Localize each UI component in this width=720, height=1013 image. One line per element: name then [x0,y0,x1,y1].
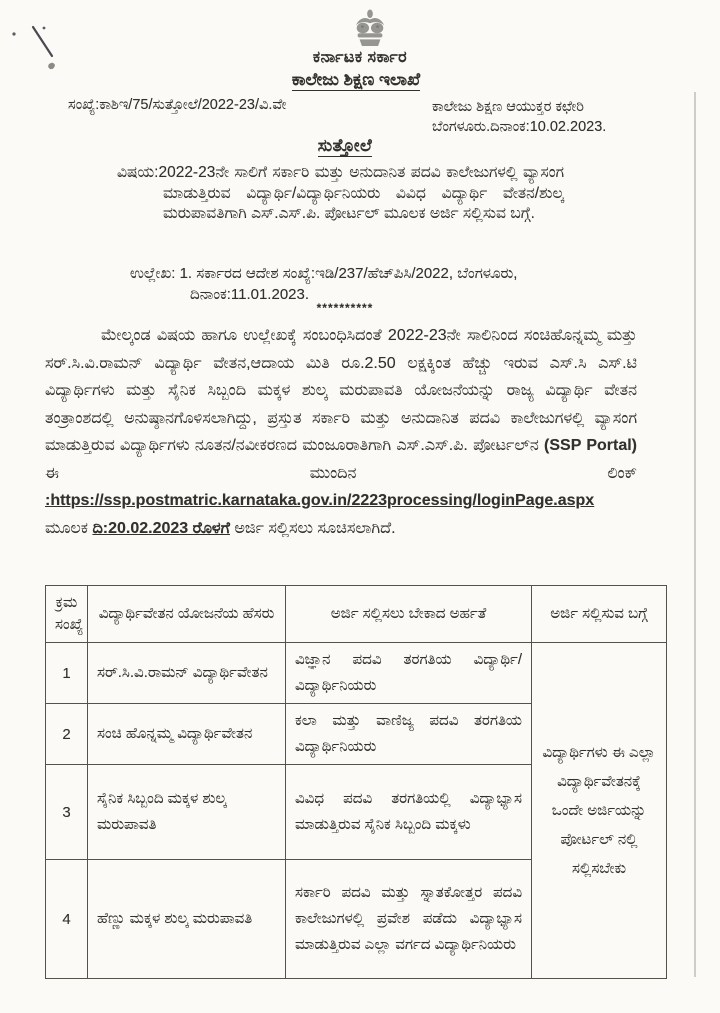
body-segment: ಮೂಲಕ [45,519,93,537]
circular-title [0,136,690,156]
reference-line-1: ಉಲ್ಲೇಖ: 1. ಸರ್ಕಾರದ ಆದೇಶ ಸಂಖ್ಯೆ:ಇಡಿ/237/ಹೆಚ್‌ಪಿಸಿ/2022, ಬೆಂಗಳೂರು, [130,265,518,282]
cell-application-note: ವಿದ್ಯಾರ್ಥಿಗಳು ಈ ಎಲ್ಲಾ ವಿದ್ಯಾರ್ಥಿವೇತನಕ್ಕೆ ಒಂದೇ ಅರ್ಜಿಯನ್ನು ಪೋರ್ಟಲ್ ನಲ್ಲಿ ಸಲ್ಲಿಸಬೇಕು [532,643,667,979]
subject-label: ವಿಷಯ: [117,164,159,181]
subject-block [117,163,564,225]
office-date-line: ಬೆಂಗಳೂರು.ದಿನಾಂಕ:10.02.2023. [432,119,607,135]
body-segment: :https://ssp.postmatric.karnataka.gov.in/2223processing/loginPage.aspx [45,492,595,509]
state-emblem-icon [351,7,389,49]
header-cell-serial: ಕ್ರಮ ಸಂಖ್ಯೆ [46,586,88,643]
reference-line-2: ದಿನಾಂಕ:11.01.2023. [190,286,310,303]
body-segment: ಮೇಲ್ಕಂಡ ವಿಷಯ ಹಾಗೂ ಉಲ್ಲೇಖಕ್ಕೆ ಸಂಬಂಧಿಸಿದಂತೆ 2022-23ನೇ ಸಾಲಿನಿಂದ ಸಂಚಿಹೊನ್ನಮ್ಮ ಮತ್ತು ಸರ್.ಸಿ.ವಿ.ರಾಮನ್ ವಿದ್ಯಾರ್ಥಿ ವೇತನ,ಆದಾಯ ಮಿತಿ ರೂ.2.50 ಲಕ್ಷಕ್ಕಿಂತ ಹೆಚ್ಚು ಇರುವ ಎಸ್.ಸಿ ಎಸ್.ಟಿ ವಿದ್ಯಾರ್ಥಿಗಳು ಮತ್ತು ಸೈನಿಕ ಸಿಬ್ಬಂದಿ ಮಕ್ಕಳ ಶುಲ್ಕ ಮರುಪಾವತಿ ಯೋಜನೆಯನ್ನು ರಾಜ್ಯ ವಿದ್ಯಾರ್ಥಿ ವೇತನ ತಂತ್ರಾಂಶದಲ್ಲಿ ಅನುಷ್ಠಾನಗೊಳಿಸಲಾಗಿದ್ದು, ಪ್ರಸ್ತುತ ಸರ್ಕಾರಿ ಮತ್ತು ಅನುದಾನಿತ ಪದವಿ ಕಾಲೇಜುಗಳಲ್ಲಿ ವ್ಯಾಸಂಗ ಮಾಡುತ್ತಿರುವ ವಿದ್ಯಾರ್ಥಿಗಳು ನೂತನ/ನವೀಕರಣದ ಮಂಜೂರಾತಿಗಾಗಿ ಎಸ್.ಎಸ್.ಪಿ. ಪೋರ್ಟಲ್‌ನ [45,327,637,454]
separator-stars: ********** [316,301,374,315]
body-segment: ಅರ್ಜಿ ಸಲ್ಲಿಸಲು ಸೂಚಿಸಲಾಗಿದೆ. [229,519,396,537]
header-cell-eligibility: ಅರ್ಜಿ ಸಲ್ಲಿಸಲು ಬೇಕಾದ ಅರ್ಹತೆ [286,586,532,643]
reference-block [130,263,517,305]
cell-serial-number: 4 [46,860,88,979]
body-segment: (SSP Portal) [544,437,638,454]
scan-fold-line [694,92,696,977]
cell-serial-number: 1 [46,643,88,704]
header-cell-application: ಅರ್ಜಿ ಸಲ್ಲಿಸುವ ಬಗ್ಗೆ [532,586,667,643]
body-segment: ಈ ಮುಂದಿನ ಲಿಂಕ್ [45,464,637,482]
reference-number: ಸಂಖ್ಯೆ:ಕಾಶಿಇ/75/ಸುತ್ತೋಲೆ/2022-23/ವಿ.ವೇ [68,97,287,113]
cell-eligibility: ವಿವಿಧ ಪದವಿ ತರಗತಿಯಲ್ಲಿ ವಿದ್ಯಾಭ್ಯಾಸ ಮಾಡುತ್ತಿರುವ ಸೈನಿಕ ಸಿಬ್ಬಂದಿ ಮಕ್ಕಳು [286,765,532,860]
office-name: ಕಾಲೇಜು ಶಿಕ್ಷಣ ಆಯುಕ್ತರ ಕಛೇರಿ [432,99,584,115]
office-address [432,97,664,137]
reference-row [68,97,664,137]
department-title-text: ಕಾಲೇಜು ಶಿಕ್ಷಣ ಇಲಾಖೆ [291,70,421,89]
table-header-row [46,586,667,643]
cell-serial-number: 2 [46,704,88,765]
scholarship-table [45,585,667,979]
cell-serial-number: 3 [46,765,88,860]
cell-scheme-name: ಸಂಚಿ ಹೊನ್ನಮ್ಮ ವಿದ್ಯಾರ್ಥಿವೇತನ [88,704,286,765]
department-title [0,70,712,90]
subject-text: 2022-23ನೇ ಸಾಲಿಗೆ ಸರ್ಕಾರಿ ಮತ್ತು ಅನುದಾನಿತ ಪದವಿ ಕಾಲೇಜುಗಳಲ್ಲಿ ವ್ಯಾಸಂಗ ಮಾಡುತ್ತಿರುವ ವಿದ್ಯಾರ್ಥಿ/ವಿದ್ಯಾರ್ಥಿನಿಯರು ವಿವಿಧ ವಿದ್ಯಾರ್ಥಿ ವೇತನ/ಶುಲ್ಕ ಮರುಪಾವತಿಗಾಗಿ ಎಸ್.ಎಸ್.ಪಿ. ಪೋರ್ಟಲ್ ಮೂಲಕ ಅರ್ಜಿ ಸಲ್ಲಿಸುವ ಬಗ್ಗೆ. [158,164,564,222]
cell-eligibility: ಸರ್ಕಾರಿ ಪದವಿ ಮತ್ತು ಸ್ನಾತಕೋತ್ತರ ಪದವಿ ಕಾಲೇಜುಗಳಲ್ಲಿ ಪ್ರವೇಶ ಪಡೆದು ವಿದ್ಯಾಭ್ಯಾಸ ಮಾಡುತ್ತಿರುವ ಎಲ್ಲಾ ವರ್ಗದ ವಿದ್ಯಾರ್ಥಿನಿಯರು [286,860,532,979]
body-segment: ದಿ:20.02.2023 ರೊಳಗೆ [92,519,230,537]
header-cell-scheme: ವಿದ್ಯಾರ್ಥಿವೇತನ ಯೋಜನೆಯ ಹೆಸರು [88,586,286,643]
cell-eligibility: ವಿಜ್ಞಾನ ಪದವಿ ತರಗತಿಯ ವಿದ್ಯಾರ್ಥಿ/ವಿದ್ಯಾರ್ಥಿನಿಯರು [286,643,532,704]
scholarship-table-body [46,643,667,979]
cell-scheme-name: ಸರ್.ಸಿ.ವಿ.ರಾಮನ್ ವಿದ್ಯಾರ್ಥಿವೇತನ [88,643,286,704]
cell-scheme-name: ಹೆಣ್ಣು ಮಕ್ಕಳ ಶುಲ್ಕ ಮರುಪಾವತಿ [88,860,286,979]
circular-title-text: ಸುತ್ತೋಲೆ [317,136,373,155]
cell-scheme-name: ಸೈನಿಕ ಸಿಬ್ಬಂದಿ ಮಕ್ಕಳ ಶುಲ್ಕ ಮರುಪಾವತಿ [88,765,286,860]
cell-eligibility: ಕಲಾ ಮತ್ತು ವಾಣಿಜ್ಯ ಪದವಿ ತರಗತಿಯ ವಿದ್ಯಾರ್ಥಿನಿಯರು [286,704,532,765]
body-paragraph [45,322,637,542]
government-title: ಕರ್ನಾಟಕ ಸರ್ಕಾರ [312,49,408,66]
table-row [46,643,667,704]
